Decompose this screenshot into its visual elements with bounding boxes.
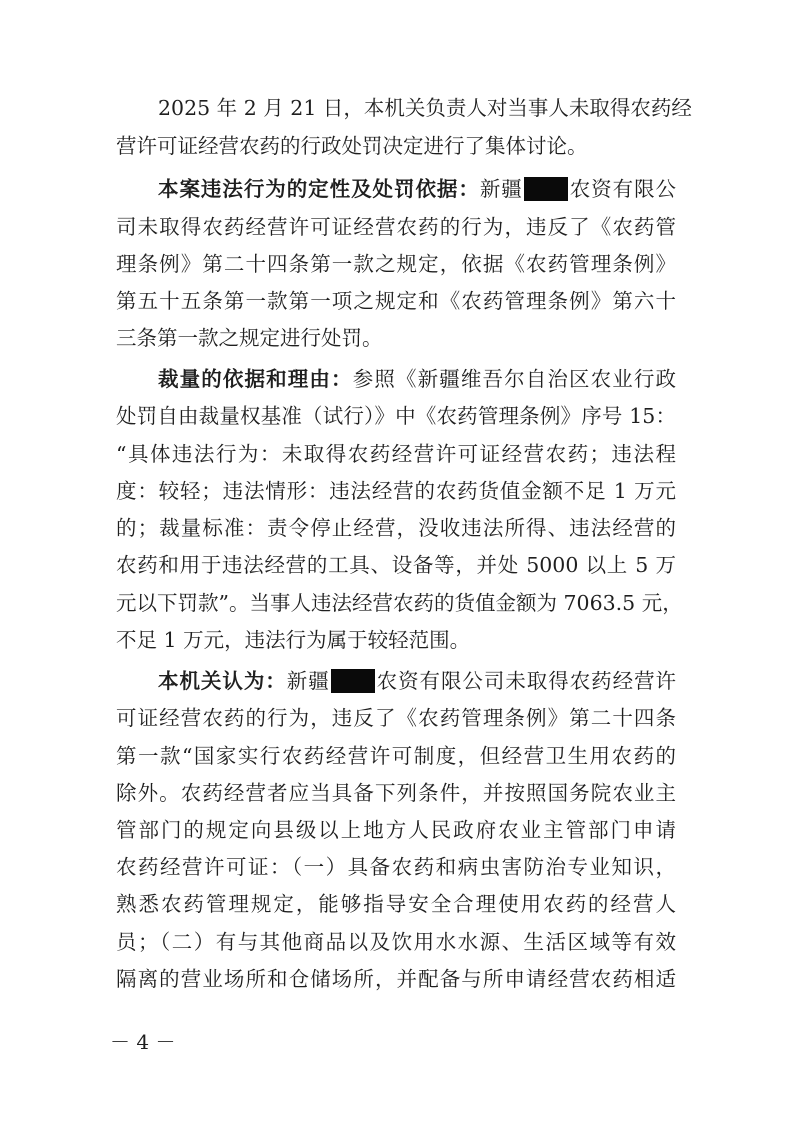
paragraph-violation-basis-line-2: 司未取得农药经营许可证经营农药的行为，违反了《农药管 [116, 215, 676, 239]
company-name-prefix: 新疆 [286, 669, 330, 693]
discretion-basis-heading: 裁量的依据和理由： [158, 367, 353, 391]
paragraph-violation-basis-line-5: 三条第一款之规定进行处罚。 [116, 326, 383, 350]
paragraph-discretion-basis-line-2: 处罚自由裁量权基准（试行）》中《农药管理条例》序号 15： [116, 404, 676, 428]
paragraph-agency-opinion-line-8: 员；（二）有与其他商品以及饮用水水源、生活区域等有效 [116, 930, 676, 954]
redaction-block [331, 669, 375, 693]
paragraph-discretion-basis-line-5: 的；裁量标准：责令停止经营，没收违法所得、违法经营的 [116, 516, 676, 540]
paragraph-discussion-line-1: 2025 年 2 月 21 日，本机关负责人对当事人未取得农药经 [158, 96, 692, 120]
paragraph-agency-opinion-line-7: 熟悉农药管理规定，能够指导安全合理使用农药的经营人 [116, 892, 676, 916]
paragraph-violation-basis-line-4: 第五十五条第一款第一项之规定和《农药管理条例》第六十 [116, 289, 676, 313]
paragraph-violation-basis-line-1 [158, 174, 676, 204]
agency-opinion-heading: 本机关认为： [158, 669, 287, 693]
paragraph-discussion-line-2: 营许可证经营农药的行政处罚决定进行了集体讨论。 [116, 134, 588, 158]
paragraph-discretion-basis-line-6: 农药和用于违法经营的工具、设备等，并处 5000 以上 5 万 [116, 553, 676, 577]
paragraph-agency-opinion-line-3: 第一款“国家实行农药经营许可制度，但经营卫生用农药的 [116, 744, 676, 768]
paragraph-discretion-basis-line-7: 元以下罚款”。当事人违法经营农药的货值金额为 7063.5 元， [116, 591, 683, 615]
paragraph-violation-basis-line-3: 理条例》第二十四条第一款之规定，依据《农药管理条例》 [116, 252, 676, 276]
paragraph-agency-opinion-line-6: 农药经营许可证：（一）具备农药和病虫害防治专业知识， [116, 855, 676, 879]
violation-basis-heading: 本案违法行为的定性及处罚依据： [158, 177, 480, 201]
paragraph-agency-opinion-line-9: 隔离的营业场所和仓储场所，并配备与所申请经营农药相适 [116, 967, 676, 991]
company-name-prefix: 新疆 [479, 177, 523, 201]
paragraph-agency-opinion-line-1 [158, 666, 676, 696]
company-name-suffix: 农资有限公 [568, 177, 677, 201]
discretion-basis-first-line-text: 参照《新疆维吾尔自治区农业行政 [352, 367, 677, 391]
redaction-block [524, 177, 568, 201]
paragraph-discretion-basis-line-1 [158, 364, 676, 394]
paragraph-discretion-basis-line-3: “具体违法行为：未取得农药经营许可证经营农药；违法程 [116, 442, 676, 466]
paragraph-agency-opinion-line-4: 除外。农药经营者应当具备下列条件，并按照国务院农业主 [116, 781, 676, 805]
paragraph-discretion-basis-line-8: 不足 1 万元，违法行为属于较轻范围。 [116, 628, 471, 652]
page-number: － 4 － [110, 1030, 176, 1054]
company-name-suffix: 农资有限公司未取得农药经营许 [375, 669, 677, 693]
paragraph-discretion-basis-line-4: 度：较轻；违法情形：违法经营的农药货值金额不足 1 万元 [116, 479, 676, 503]
paragraph-agency-opinion-line-2: 可证经营农药的行为，违反了《农药管理条例》第二十四条 [116, 706, 676, 730]
paragraph-agency-opinion-line-5: 管部门的规定向县级以上地方人民政府农业主管部门申请 [116, 818, 676, 842]
